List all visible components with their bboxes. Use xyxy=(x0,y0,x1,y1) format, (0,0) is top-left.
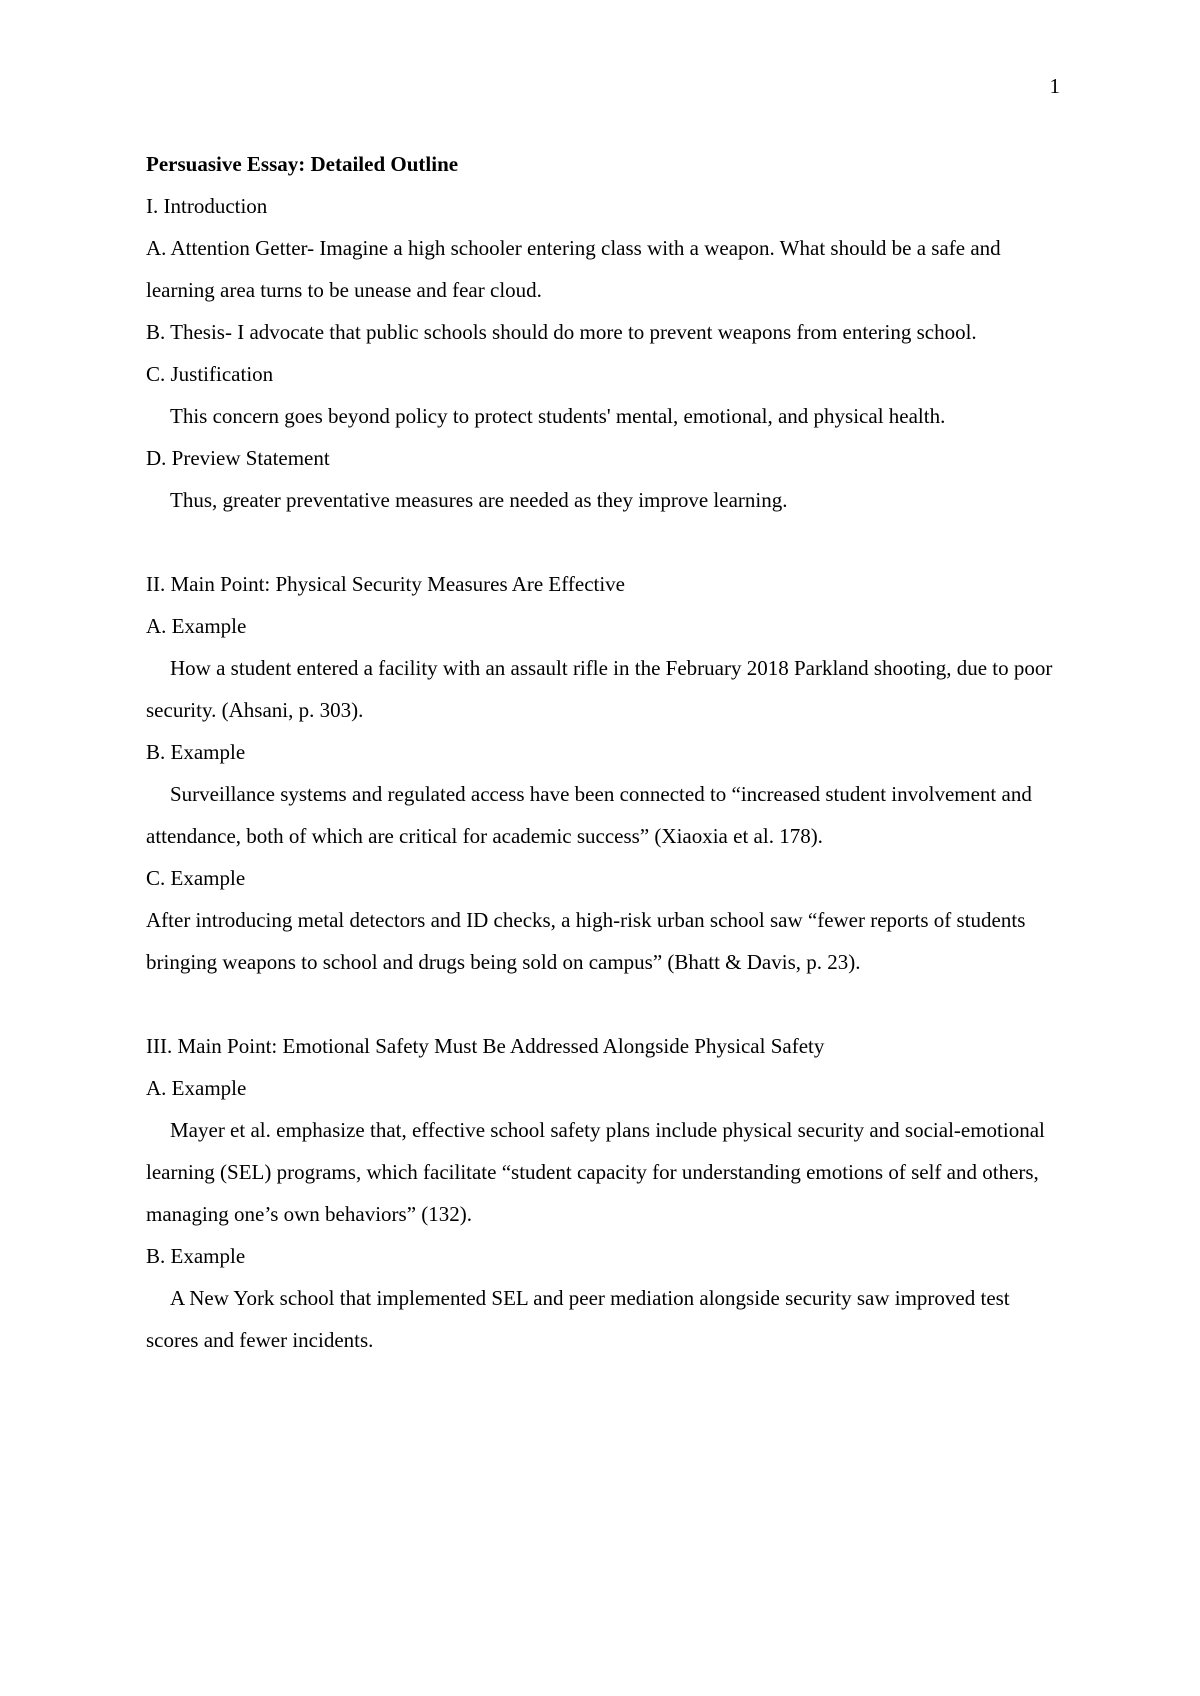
intro-thesis: B. Thesis- I advocate that public schools should do more to prevent weapons from entering school. xyxy=(146,320,977,344)
document-title: Persuasive Essay: Detailed Outline xyxy=(146,152,459,176)
point2-a-text: How a student entered a facility with an assault rifle in the February 2018 Parkland shooting, due to poor security. (Ahsani, p. 303). xyxy=(146,656,1053,722)
point3-heading: III. Main Point: Emotional Safety Must Be Addressed Alongside Physical Safety xyxy=(146,1034,825,1058)
intro-justification-label: C. Justification xyxy=(146,362,274,386)
document-body xyxy=(146,143,1060,1361)
intro-attention-getter: A. Attention Getter- Imagine a high schooler entering class with a weapon. What should be a safe and learning area turns to be unease and fear cloud. xyxy=(146,236,1001,302)
point3-b-text: A New York school that implemented SEL and peer mediation alongside security saw improved test scores and fewer incidents. xyxy=(146,1286,1010,1352)
point2-b-label: B. Example xyxy=(146,740,246,764)
intro-heading: I. Introduction xyxy=(146,194,268,218)
point2-heading: II. Main Point: Physical Security Measures Are Effective xyxy=(146,572,626,596)
point3-a-label: A. Example xyxy=(146,1076,247,1100)
point3-b-label: B. Example xyxy=(146,1244,246,1268)
point2-c-label: C. Example xyxy=(146,866,246,890)
page-number: 1 xyxy=(1049,74,1060,98)
point2-b-text: Surveillance systems and regulated access have been connected to “increased student involvement and attendance, both of which are critical for academic success” (Xiaoxia et al. 178). xyxy=(146,782,1032,848)
intro-preview-label: D. Preview Statement xyxy=(146,446,330,470)
intro-preview-text: Thus, greater preventative measures are needed as they improve learning. xyxy=(170,488,788,512)
point2-a-label: A. Example xyxy=(146,614,247,638)
intro-justification-text: This concern goes beyond policy to protect students' mental, emotional, and physical health. xyxy=(170,404,946,428)
point3-a-text: Mayer et al. emphasize that, effective school safety plans include physical security and social-emotional learning (SEL) programs, which facilitate “student capacity for understanding emotions of self and others, managing one’s own behaviors” (132). xyxy=(146,1118,1045,1226)
point2-c-text: After introducing metal detectors and ID checks, a high-risk urban school saw “fewer reports of students bringing weapons to school and drugs being sold on campus” (Bhatt & Davis, p. 23). xyxy=(146,908,1026,974)
